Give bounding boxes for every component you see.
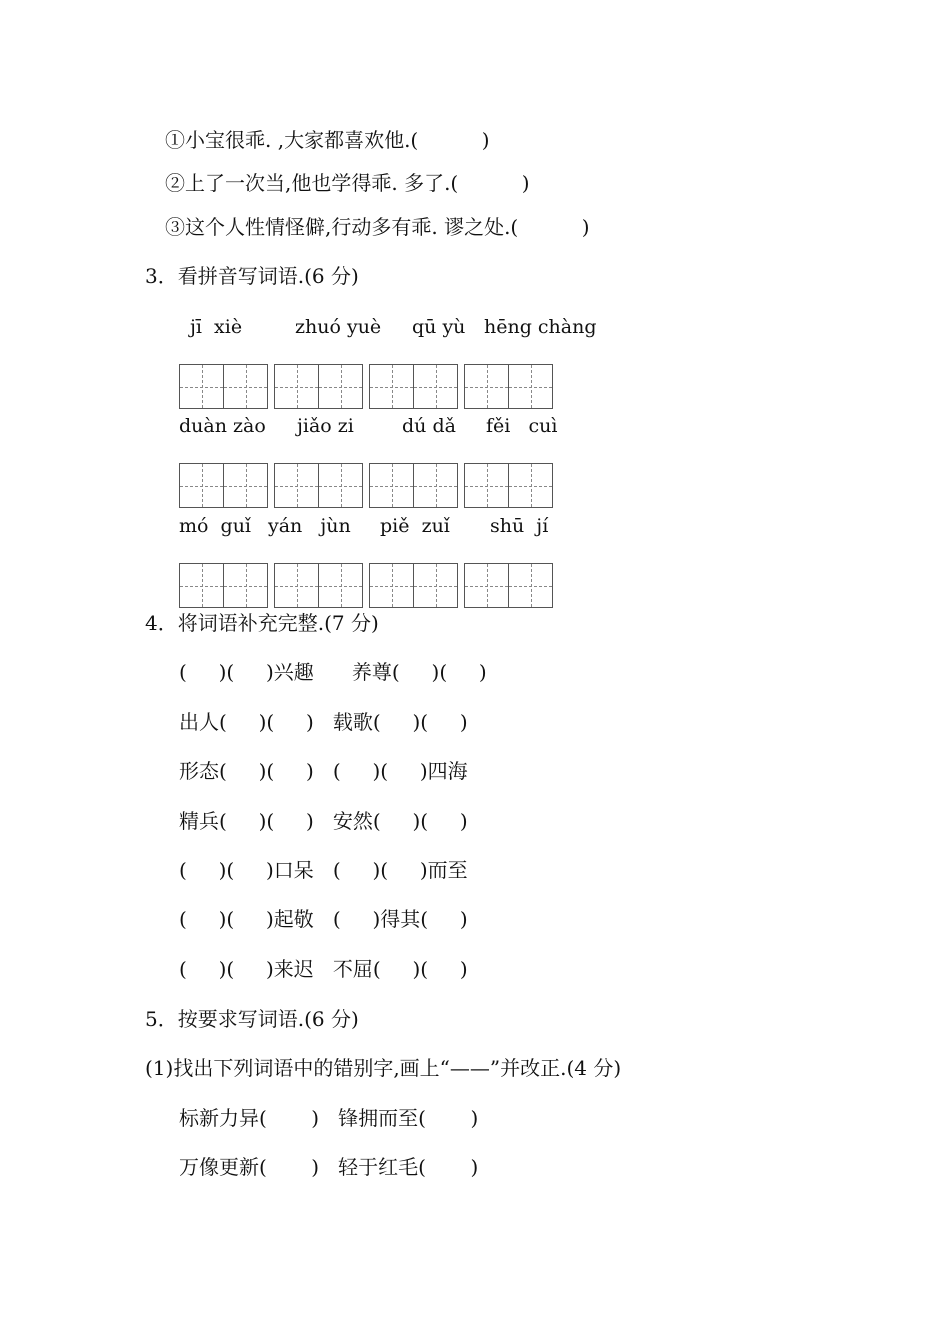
- q3-row2-box-4[interactable]: [464, 463, 552, 509]
- q5-line-1: 标新力异( ) 锋拥而至( ): [179, 1106, 479, 1130]
- q4-line-1: ( )( )兴趣 养尊( )( ): [179, 660, 487, 684]
- q3-row3-box-1[interactable]: [179, 563, 267, 609]
- q3-row3-box-2[interactable]: [274, 563, 362, 609]
- q3-row2-box-1[interactable]: [179, 463, 267, 509]
- q5-heading: 5．按要求写词语.(6 分): [145, 1007, 359, 1031]
- q2-item-3: ③这个人性情怪僻,行动多有乖. 谬之处.( ): [165, 215, 590, 239]
- q3-row3-pinyin-3: piě zuǐ: [380, 515, 450, 537]
- q5-sub1: (1)找出下列词语中的错别字,画上“——”并改正.(4 分): [145, 1056, 622, 1080]
- q3-row2-pinyin-4: fěi cuì: [486, 415, 558, 437]
- q3-row2-box-2[interactable]: [274, 463, 362, 509]
- q3-row3-box-4[interactable]: [464, 563, 552, 609]
- q2-item-1: ①小宝很乖. ,大家都喜欢他.( ): [165, 128, 490, 152]
- q3-row1-pinyin-4: hēng chàng: [484, 316, 597, 338]
- q4-line-7: ( )( )来迟 不屈( )( ): [179, 957, 468, 981]
- q3-row3-pinyin-2: yán jùn: [268, 515, 351, 537]
- q4-line-6: ( )( )起敬 ( )得其( ): [179, 907, 468, 931]
- q3-row1-box-1[interactable]: [179, 364, 267, 410]
- q3-row2-pinyin-2: jiǎo zi: [297, 415, 354, 437]
- q3-row2-pinyin-3: dú dǎ: [402, 415, 456, 437]
- q4-line-2: 出人( )( ) 载歌( )( ): [179, 710, 468, 734]
- q3-row2-box-3[interactable]: [369, 463, 457, 509]
- q3-row1-box-2[interactable]: [274, 364, 362, 410]
- q3-row1-pinyin-2: zhuó yuè: [295, 316, 382, 338]
- q3-row3-pinyin-4: shū jí: [490, 515, 549, 537]
- q3-row1-box-4[interactable]: [464, 364, 552, 410]
- q3-row3-box-3[interactable]: [369, 563, 457, 609]
- q2-item-2: ②上了一次当,他也学得乖. 多了.( ): [165, 171, 530, 195]
- q4-line-5: ( )( )口呆 ( )( )而至: [179, 858, 468, 882]
- q4-heading: 4．将词语补充完整.(7 分): [145, 611, 379, 635]
- q4-line-4: 精兵( )( ) 安然( )( ): [179, 809, 468, 833]
- q4-line-3: 形态( )( ) ( )( )四海: [179, 759, 468, 783]
- q3-row1-pinyin-3: qū yù: [412, 316, 466, 338]
- q3-row2-pinyin-1: duàn zào: [179, 415, 266, 437]
- q3-row3-pinyin-1: mó guǐ: [179, 515, 252, 537]
- q3-heading: 3．看拼音写词语.(6 分): [145, 264, 359, 288]
- q3-row1-box-3[interactable]: [369, 364, 457, 410]
- q5-line-2: 万像更新( ) 轻于红毛( ): [179, 1155, 479, 1179]
- q3-row1-pinyin-1: jī xiè: [190, 316, 243, 338]
